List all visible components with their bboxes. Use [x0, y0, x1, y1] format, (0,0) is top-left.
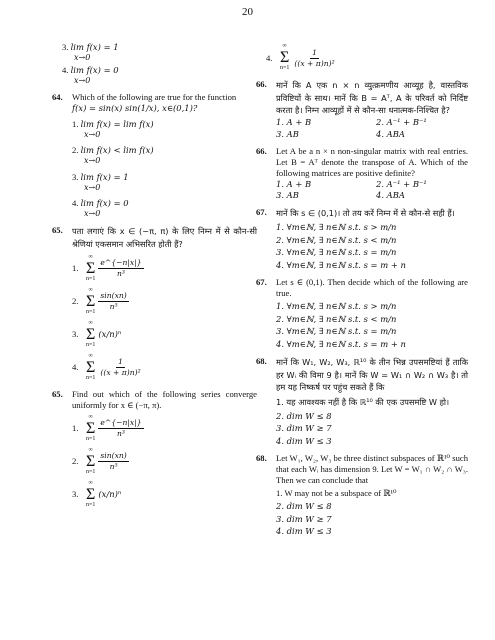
question-number: 68. — [256, 355, 267, 366]
question-text: मानें कि W₁, W₂, W₃, ℝ¹⁰ के तीन भिन्न उपसमष्टियां हैं ताकि हर Wᵢ की विमा 9 है। मानें कि W = W₁ ∩ W₂ ∩ W₃ है। तो हम यह निष्कर्ष पर पहुंच सकते हैं कि — [276, 356, 468, 393]
series-option — [72, 414, 257, 444]
numerator: e^{−n|x|} — [100, 418, 142, 428]
question-text: Which of the following are true for the function — [72, 92, 237, 103]
series-option — [72, 480, 257, 510]
summation-sign: ∞ Σ n=1 — [280, 43, 290, 71]
option-number: 3. — [72, 489, 79, 500]
option-number: 3. — [72, 329, 79, 340]
option: 1. W may not be a subspace of ℝ¹⁰ — [276, 487, 397, 498]
option: 1. A + B — [276, 117, 312, 128]
function-definition: f(x) = sin(x) sin(1/x), x∈(0,1)? — [72, 103, 198, 114]
option-number: 4. — [72, 362, 79, 373]
denominator: n⁵ — [109, 462, 118, 472]
question-text: मानें कि A एक n × n व्युत्क्रमणीय आव्यूह है, वास्तविक प्रविष्टियों के साथ। मानें कि B = Aᵀ, A के परिवर्त को निर्दिष्ट करता है। निम्न आव्यूहों में से कौन-सा धनात्मक-निश्चित है? — [276, 80, 468, 116]
denominator: ((x + π)n)² — [294, 58, 335, 68]
option-number: 1. — [72, 263, 79, 274]
option: 1. A + B — [276, 178, 312, 189]
question-number: 65. — [52, 225, 63, 236]
option: 2. dim W ≤ 8 — [276, 500, 332, 511]
option: 1. ∀m∈ℕ, ∃ n∈ℕ s.t. s > m/n — [276, 221, 397, 232]
option: 4. ABA — [376, 128, 405, 139]
limit-subscript: x→0 — [84, 182, 101, 192]
limit-subscript: x→0 — [74, 76, 91, 86]
question-66-hindi — [256, 79, 468, 140]
question-text: Find out which of the following series converge uniformly for x ∈ (−π, π). — [72, 388, 257, 410]
option-number: 4. — [72, 197, 79, 208]
question-67-hindi — [256, 207, 468, 271]
option: 1. ∀m∈ℕ, ∃ n∈ℕ s.t. s > m/n — [276, 300, 397, 311]
question-68-hindi — [256, 356, 468, 447]
option: 4. ABA — [376, 190, 405, 201]
option: 4. dim W ≤ 3 — [276, 436, 332, 447]
option-text: lim f(x) = 1 — [80, 171, 129, 182]
question-65-english — [52, 389, 257, 510]
option: 1. यह आवश्यक नहीं है कि ℝ¹⁰ की एक उपसमष्टि W हो। — [276, 396, 450, 407]
series-option — [72, 353, 257, 383]
option: 3. AB — [276, 128, 299, 139]
numerator: sin(xn) — [100, 451, 127, 461]
series-option — [72, 447, 257, 477]
option: 2. dim W ≤ 8 — [276, 410, 332, 421]
option-number: 2. — [72, 145, 79, 156]
summation-sign: ∞ Σ n=1 — [86, 286, 96, 315]
denominator: n³ — [117, 269, 125, 279]
question-64 — [52, 92, 257, 219]
summation-sign: ∞ Σ n=1 — [86, 352, 96, 381]
question-text: Let A be a n × n non-singular matrix with real entries. Let B = Aᵀ denote the transpose of A. Which of the following matrices are positive definite? — [276, 145, 468, 178]
denominator: ((x + π)n)² — [100, 368, 141, 378]
series-term: (x/n)ⁿ — [98, 329, 122, 340]
question-text: Let s ∈ (0,1). Then decide which of the following are true. — [276, 276, 468, 298]
question-number: 66. — [256, 79, 267, 89]
summation-sign: ∞ Σ n=1 — [86, 413, 96, 442]
option: 3. ∀m∈ℕ, ∃ n∈ℕ s.t. s = m/n — [276, 247, 397, 258]
question-number: 67. — [256, 276, 267, 287]
series-option — [72, 287, 257, 317]
option: 2. ∀m∈ℕ, ∃ n∈ℕ s.t. s < m/n — [276, 313, 397, 324]
option-number: 2. — [72, 296, 79, 307]
question-63-tail — [52, 42, 257, 86]
question-68-english — [256, 453, 468, 537]
denominator: n³ — [117, 429, 125, 439]
limit-subscript: x→0 — [84, 208, 101, 218]
option: 2. A⁻¹ + B⁻¹ — [376, 178, 427, 189]
question-number: 67. — [256, 207, 267, 218]
series-option — [266, 43, 468, 73]
summation-sign: ∞ Σ n=1 — [86, 253, 96, 282]
question-number: 65. — [52, 388, 63, 399]
summation-sign: ∞ Σ n=1 — [86, 479, 96, 508]
limit-subscript: x→0 — [74, 53, 91, 62]
option: 4. ∀m∈ℕ, ∃ n∈ℕ s.t. s = m + n — [276, 339, 406, 350]
limit-subscript: x→0 — [84, 130, 101, 140]
question-66-english — [256, 146, 468, 202]
question-number: 64. — [52, 92, 63, 103]
option: 3. dim W ≥ 7 — [276, 423, 332, 434]
option-number: 1. — [72, 119, 79, 130]
question-text: Let W₁, W₂, W₃ be three distinct subspaces of ℝ¹⁰ such that each Wᵢ has dimension 9. Let W = W₁ ∩ W₂ ∩ W₃. Then we can conclude that — [276, 452, 468, 485]
left-column — [52, 40, 257, 516]
question-65-hindi — [52, 225, 257, 382]
option: 3. dim W ≥ 7 — [276, 513, 332, 524]
question-text: पता लगाएं कि x ∈ (−π, π) के लिए निम्न में से कौन-सी श्रेणियां एकसमान अभिसरित होती हैं? — [72, 226, 257, 249]
limit-subscript: x→0 — [84, 156, 101, 166]
numerator: e^{−n|x|} — [100, 258, 142, 268]
option: 4. dim W ≤ 3 — [276, 526, 332, 537]
question-number: 68. — [256, 452, 267, 463]
right-column — [256, 40, 468, 543]
option-number: 3. — [72, 171, 79, 182]
option: 3. ∀m∈ℕ, ∃ n∈ℕ s.t. s = m/n — [276, 326, 397, 337]
option: 3. AB — [276, 190, 299, 201]
option-text: lim f(x) = 1 — [70, 42, 119, 52]
option: 2. ∀m∈ℕ, ∃ n∈ℕ s.t. s < m/n — [276, 234, 397, 245]
option-number: 4. — [266, 52, 273, 63]
series-option — [72, 320, 257, 350]
series-term: (x/n)ⁿ — [98, 489, 122, 500]
option-text: lim f(x) = 0 — [70, 65, 119, 76]
numerator: 1 — [118, 357, 123, 367]
option: 2. A⁻¹ + B⁻¹ — [376, 117, 427, 128]
option-number: 3. — [62, 42, 69, 52]
option: 4. ∀m∈ℕ, ∃ n∈ℕ s.t. s = m + n — [276, 260, 406, 271]
option-text: lim f(x) = lim f(x) — [80, 119, 154, 130]
question-number: 66. — [256, 145, 267, 156]
numerator: sin(xn) — [100, 291, 127, 301]
option-number: 2. — [72, 456, 79, 467]
option-text: lim f(x) = 0 — [80, 197, 129, 208]
option-number: 4. — [62, 65, 69, 76]
option-number: 1. — [72, 423, 79, 434]
denominator: n⁵ — [109, 302, 118, 312]
question-67-english — [256, 277, 468, 350]
numerator: 1 — [312, 47, 317, 57]
page-number: 20 — [242, 6, 253, 18]
question-65-tail — [256, 43, 468, 73]
question-text: मानें कि s ∈ (0,1)। तो तय करें निम्न में से कौन-से सही हैं। — [276, 208, 455, 219]
series-option — [72, 254, 257, 284]
option-text: lim f(x) < lim f(x) — [80, 145, 154, 156]
summation-sign: ∞ Σ n=1 — [86, 446, 96, 475]
summation-sign: ∞ Σ n=1 — [86, 319, 96, 348]
